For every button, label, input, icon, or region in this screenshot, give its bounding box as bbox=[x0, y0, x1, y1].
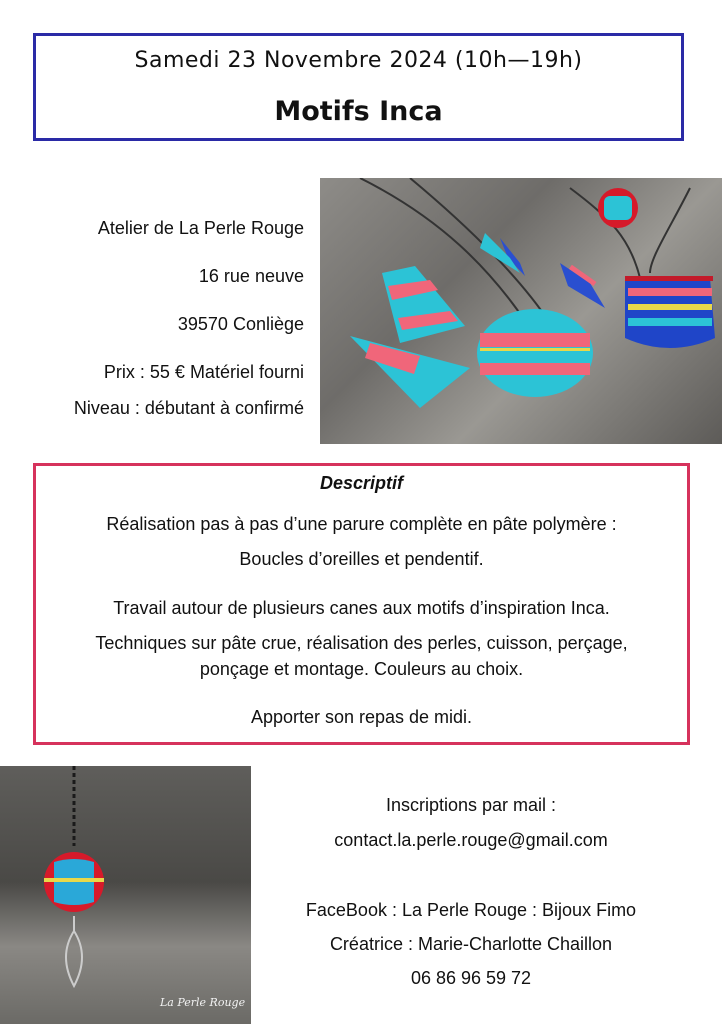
description-line-6: Apporter son repas de midi. bbox=[250, 707, 473, 727]
description-heading: Descriptif bbox=[319, 473, 404, 493]
facebook-text: FaceBook : La Perle Rouge : Bijoux Fimo bbox=[305, 900, 637, 920]
creator-text: Créatrice : Marie-Charlotte Chaillon bbox=[329, 934, 613, 954]
venue-street: 16 rue neuve bbox=[198, 266, 304, 286]
description-line-2: Boucles d’oreilles et pendentif. bbox=[239, 549, 484, 569]
inscriptions-label: Inscriptions par mail : bbox=[385, 795, 557, 815]
photo-signature: La Perle Rouge bbox=[160, 996, 246, 1009]
event-title: Motifs Inca bbox=[274, 96, 443, 127]
description-line-3: Travail autour de plusieurs canes aux motifs d’inspiration Inca. bbox=[113, 598, 610, 618]
header-box bbox=[33, 33, 684, 141]
level-text: Niveau : débutant à confirmé bbox=[73, 398, 304, 418]
description-line-5: ponçage et montage. Couleurs au choix. bbox=[199, 659, 524, 679]
pendant-photo bbox=[0, 766, 251, 1024]
price-text: Prix : 55 € Matériel fourni bbox=[103, 362, 304, 382]
jewelry-illustration bbox=[320, 178, 722, 444]
description-line-1: Réalisation pas à pas d’une parure complète en pâte polymère : bbox=[106, 514, 617, 534]
description-line-4: Techniques sur pâte crue, réalisation des perles, cuisson, perçage, bbox=[95, 633, 628, 653]
description-box bbox=[33, 463, 690, 745]
event-date: Samedi 23 Novembre 2024 (10h—19h) bbox=[134, 48, 583, 73]
venue-city: 39570 Conliège bbox=[177, 314, 304, 334]
jewelry-photo bbox=[320, 178, 722, 444]
contact-email[interactable]: contact.la.perle.rouge@gmail.com bbox=[334, 830, 608, 850]
venue-name: Atelier de La Perle Rouge bbox=[97, 218, 304, 238]
pendant-illustration bbox=[0, 766, 251, 1024]
phone-number: 06 86 96 59 72 bbox=[410, 968, 532, 988]
